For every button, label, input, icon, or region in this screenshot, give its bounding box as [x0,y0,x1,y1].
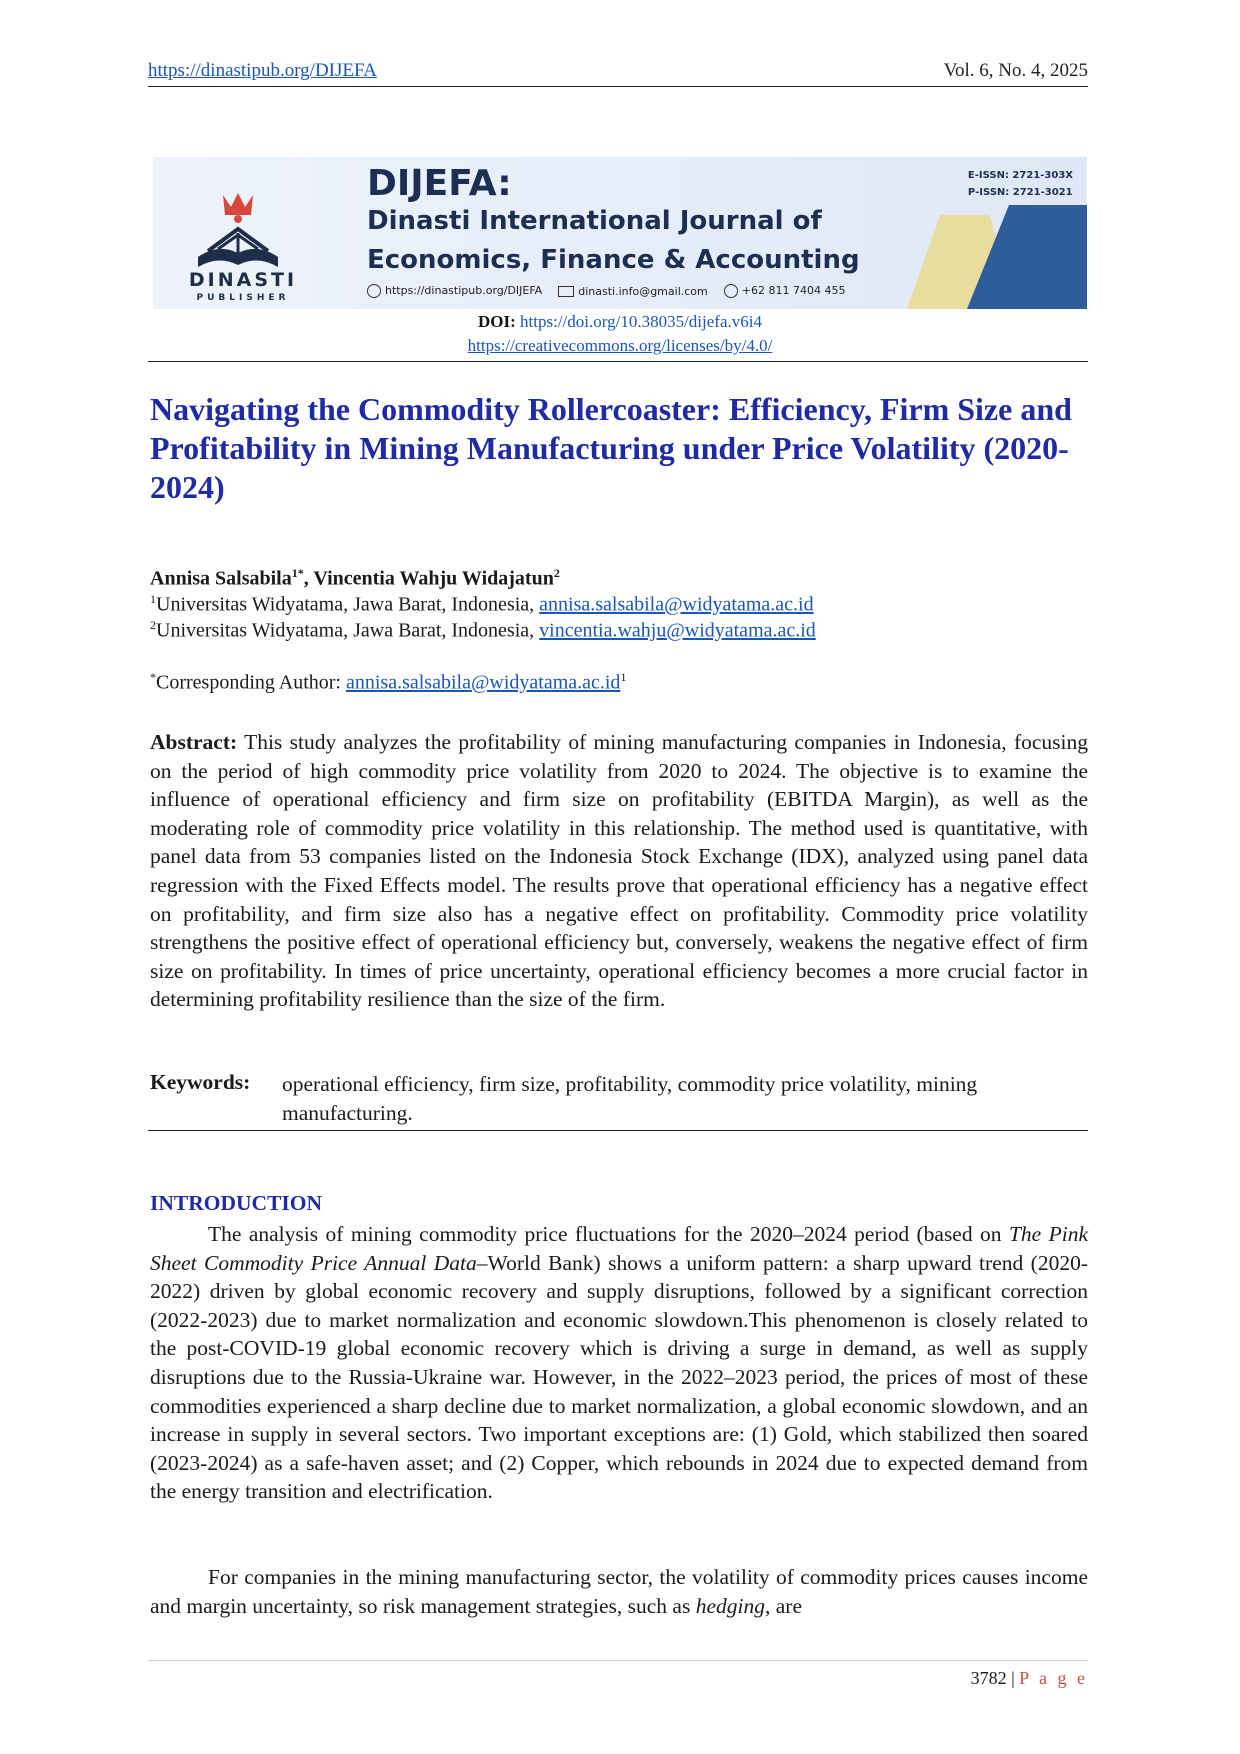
affiliation-2-sup: 2 [150,618,156,632]
website-contact [367,284,542,298]
doi-line [0,312,1240,332]
affiliation-2-text: Universitas Widyatama, Jawa Barat, Indonesia, [156,619,540,642]
email-text: dinasti.info@gmail.com [578,284,708,298]
globe-icon [367,284,381,298]
intro-p1-italic: The Pink Sheet Commodity Price Annual Data [150,1222,1088,1275]
intro-p2-italic: hedging [695,1593,765,1618]
author-1: Annisa Salsabila [150,567,292,590]
author-list [150,566,560,591]
banner-acronym: DIJEFA: [367,163,512,204]
logo-name: DINASTI [188,269,298,291]
intro-paragraph-2 [150,1563,1088,1620]
abstract-divider [148,1130,1088,1131]
eissn: E-ISSN: 2721-303X [967,170,1073,181]
logo-subtitle: PUBLISHER [196,293,290,303]
author-2-sup: 2 [553,566,560,580]
website-text: https://dinastipub.org/DIJEFA [385,284,543,297]
page-separator: | [1006,1668,1020,1688]
intro-paragraph-1 [150,1220,1088,1506]
corresponding-label: Corresponding Author: [156,671,346,694]
paper-title: Navigating the Commodity Rollercoaster: Efficiency, Firm Size and Profitability in Mining Manufacturing under Price Volatility (2020-2024) [150,391,1072,505]
affiliation-2-email-link[interactable]: vincentia.wahju@widyatama.ac.id [539,619,816,642]
volume-info: Vol. 6, No. 4, 2025 [943,60,1088,81]
phone-contact [724,284,846,298]
page-label: P a g e [1019,1668,1088,1688]
affiliation-1-text: Universitas Widyatama, Jawa Barat, Indonesia, [156,593,540,616]
affiliation-1-sup: 1 [150,592,156,606]
banner-contacts [367,284,845,298]
abstract-text: This study analyzes the profitability of mining manufacturing companies in Indonesia, focusing on the period of high commodity price volatility from 2020 to 2024. The objective is to examine the influence of operational efficiency and firm size on profitability (EBITDA Margin), as well as the moderating role of commodity price volatility in this relationship. The method used is quantitative, with panel data from 53 companies listed on the Indonesia Stock Exchange (IDX), analyzed using panel data regression with the Fixed Effects model. The results prove that operational efficiency has a negative effect on profitability, and firm size also has a negative effect on profitability. Commodity price volatility strengthens the positive effect of operational efficiency but, conversely, weakens the negative effect of firm size on profitability. In times of price uncertainty, operational efficiency becomes a more crucial factor in determining profitability resilience than the size of the firm. [150,730,1088,1012]
email-contact [558,285,708,298]
corresponding-email-link[interactable]: annisa.salsabila@widyatama.ac.id [346,671,621,694]
doi-label: DOI: [478,312,516,331]
page-number: 3782 [970,1668,1007,1688]
author-2: Vincentia Wahju Widajatun [313,567,554,590]
author-separator: , [303,567,314,590]
phone-text: +62 811 7404 455 [741,284,846,297]
author-1-sup: 1* [291,566,304,580]
running-header [148,58,1088,87]
doi-link[interactable]: https://doi.org/10.38035/dijefa.v6i4 [520,312,762,331]
journal-url-link[interactable]: https://dinastipub.org/DIJEFA [148,60,377,81]
affiliation-1 [150,592,814,617]
issn-block [968,167,1073,201]
envelope-icon [558,286,574,297]
introduction-heading: INTRODUCTION [150,1191,323,1215]
banner-title-line1: Dinasti International Journal of [367,206,822,236]
footer-divider [148,1660,1088,1661]
keywords-text: operational efficiency, firm size, profitability, commodity price volatility, mining manufacturing. [282,1072,978,1125]
intro-p2-part-b: , are [765,1593,802,1618]
affiliation-1-email-link[interactable]: annisa.salsabila@widyatama.ac.id [539,593,814,616]
keywords-label: Keywords: [150,1070,251,1094]
affiliation-2 [150,618,816,643]
intro-p2-part-a: For companies in the mining manufacturing sector, the volatility of commodity prices causes income and margin uncertainty, so risk management strategies, such as [150,1565,1088,1618]
corresponding-author [150,670,626,695]
intro-p1-part-a: The analysis of mining commodity price fluctuations for the 2020–2024 period (based on [208,1222,1009,1246]
phone-icon [724,284,738,298]
intro-p1-part-b: –World Bank) shows a uniform pattern: a sharp upward trend (2020-2022) driven by global economic recovery and supply disruptions, followed by a significant correction (2022-2023) due to market normalization and economic slowdown.This phenomenon is closely related to the post-COVID-19 global economic recovery which is driving a surge in demand, as well as supply disruptions due to the Russia-Ukraine war. However, in the 2022–2023 period, the prices of most of these commodities experienced a sharp decline due to market normalization, a global economic slowdown, and an increase in supply in several sectors. Two important exceptions are: (1) Gold, which stabilized then soared (2023-2024) as a safe-haven asset; and (2) Copper, which rebounds in 2024 due to expected demand from the energy transition and electrification. [150,1250,1088,1504]
abstract [150,728,1088,1014]
license-line [0,336,1240,356]
abstract-label: Abstract: [150,730,238,754]
pissn: P-ISSN: 2721-3021 [967,187,1073,198]
header-divider [148,361,1088,362]
corresponding-email-sup: 1 [620,670,627,684]
journal-banner [153,157,1087,309]
corresponding-sup: * [150,670,156,684]
banner-title-line2: Economics, Finance & Accounting [367,245,860,275]
page-footer [971,1668,1088,1689]
license-link[interactable]: https://creativecommons.org/licenses/by/4.0/ [467,336,773,355]
